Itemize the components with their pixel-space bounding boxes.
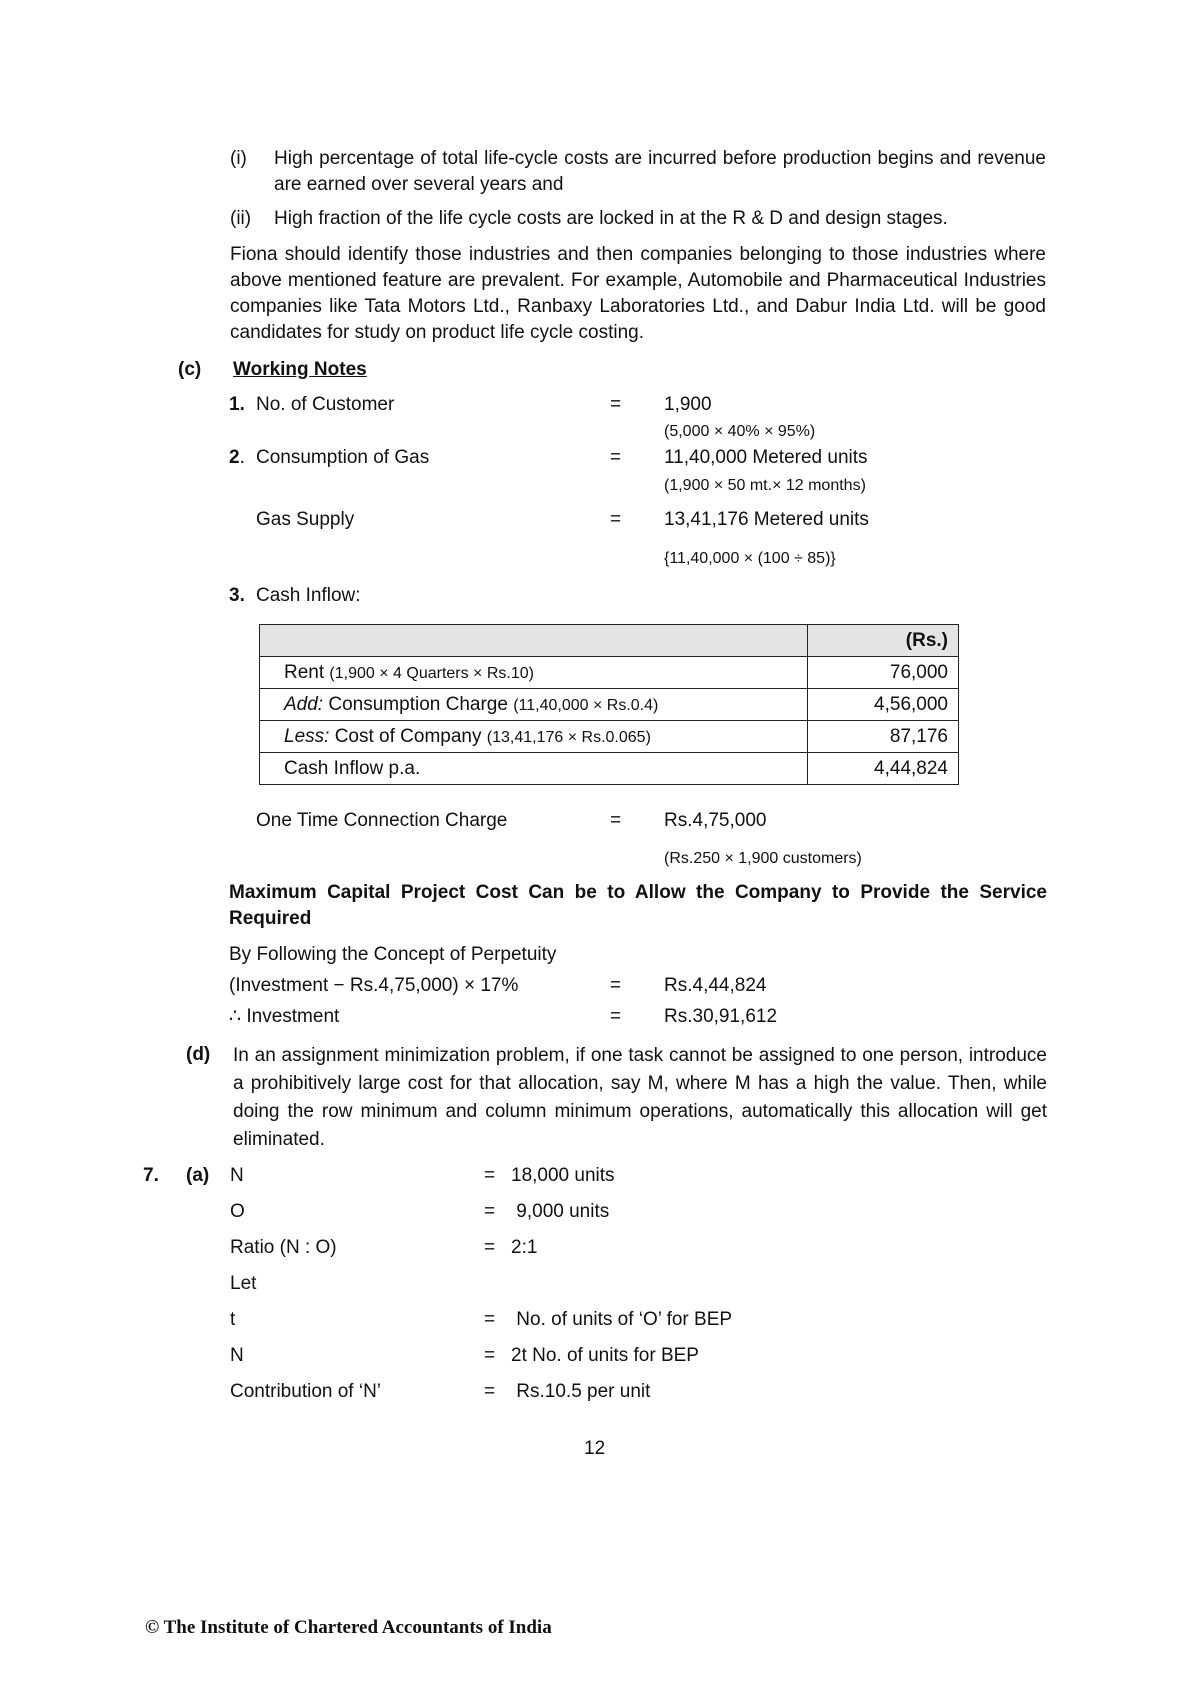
working-notes-heading: Working Notes	[233, 359, 367, 380]
investment-result-label: ∴ Investment	[229, 1006, 340, 1027]
point-i-text: High percentage of total life-cycle costs are incurred before production begins and revenue are earned over several years and	[274, 148, 1046, 195]
rent-detail: (1,900 × 4 Quarters × Rs.10)	[329, 664, 534, 682]
q7-row-value: 9,000 units	[511, 1201, 610, 1222]
investment-equation-value: Rs.4,44,824	[664, 975, 767, 996]
table-header-unit: (Rs.)	[808, 625, 959, 657]
q7-row-value: 2t No. of units for BEP	[511, 1345, 699, 1366]
cash-inflow-desc: Cash Inflow p.a.	[260, 753, 808, 785]
rent-amount: 76,000	[808, 657, 959, 689]
table-row-cash-inflow	[260, 753, 959, 785]
note2-equals: =	[610, 447, 622, 468]
footer-copyright: © The Institute of Chartered Accountants of India	[145, 1617, 552, 1638]
cost-amount: 87,176	[808, 721, 959, 753]
note3-num: 3.	[229, 585, 245, 606]
investment-result-equals: =	[610, 1006, 622, 1027]
table-row-rent	[260, 657, 959, 689]
note2-calc: (1,900 × 50 mt.× 12 months)	[664, 477, 866, 494]
q7-row-label: Contribution of ‘N’	[230, 1381, 382, 1402]
note1-equals: =	[610, 394, 622, 415]
perpetuity-line: By Following the Concept of Perpetuity	[229, 944, 557, 965]
note2-num: 2	[229, 447, 240, 468]
q7-row-label: t	[230, 1309, 236, 1330]
q7-row-value: 2:1	[511, 1237, 538, 1258]
note3-label: Cash Inflow:	[256, 585, 361, 606]
gas-supply-equals: =	[610, 509, 622, 530]
max-capital-heading: Maximum Capital Project Cost Can be to Allow the Company to Provide the Service Required	[229, 882, 1047, 929]
q7-row-equals: =	[484, 1309, 496, 1330]
q7-row-label: Let	[230, 1273, 257, 1294]
consumption-label: Consumption Charge	[328, 693, 508, 715]
cost-label: Cost of Company	[334, 725, 482, 747]
cash-inflow-table	[259, 624, 959, 785]
section-d-text: In an assignment minimization problem, if one task cannot be assigned to one person, introduce a prohibitively large cost for that allocation, say M, where M has a high the value. Then, while doing the row minimum and column minimum operations, automatically this allocation will get eliminated.	[233, 1045, 1047, 1150]
consumption-prefix: Add:	[284, 693, 324, 715]
connection-value: Rs.4,75,000	[664, 810, 767, 831]
point-i-label: (i)	[230, 148, 247, 169]
connection-label: One Time Connection Charge	[256, 810, 508, 831]
rent-desc	[260, 657, 808, 689]
note1-calc: (5,000 × 40% × 95%)	[664, 423, 816, 440]
connection-calc: (Rs.250 × 1,900 customers)	[664, 850, 862, 867]
cash-inflow-amount: 4,44,824	[808, 753, 959, 785]
note2-label: Consumption of Gas	[256, 447, 430, 468]
connection-equals: =	[610, 810, 622, 831]
note1-label: No. of Customer	[256, 394, 395, 415]
q7-row-equals: =	[484, 1345, 496, 1366]
note2-num-wrap	[229, 445, 245, 471]
gas-supply-label: Gas Supply	[256, 509, 355, 530]
fiona-paragraph: Fiona should identify those industries and then companies belonging to those industries where above mentioned feature are prevalent. For example, Automobile and Pharmaceutical Industries companies like Tata Motors Ltd., Ranbaxy Laboratories Ltd., and Dabur India Ltd. will be good candidates for study on product life cycle costing.	[230, 244, 1046, 343]
point-ii-text: High fraction of the life cycle costs are locked in at the R & D and design stages.	[274, 208, 948, 229]
q7-row-value: Rs.10.5 per unit	[511, 1381, 651, 1402]
consumption-amount: 4,56,000	[808, 689, 959, 721]
q7-row-label: O	[230, 1201, 245, 1222]
page-number: 12	[584, 1438, 606, 1459]
consumption-detail: (11,40,000 × Rs.0.4)	[513, 696, 659, 714]
table-row-cost	[260, 721, 959, 753]
q7-row-equals: =	[484, 1381, 496, 1402]
rent-label: Rent	[284, 661, 325, 683]
note1-value: 1,900	[664, 394, 712, 415]
table-header-row	[260, 625, 959, 657]
investment-result-value: Rs.30,91,612	[664, 1006, 778, 1027]
cost-prefix: Less:	[284, 725, 330, 747]
q7-row-value: No. of units of ‘O’ for BEP	[511, 1309, 733, 1330]
investment-equation-equals: =	[610, 975, 622, 996]
question-7-num: 7.	[143, 1165, 159, 1186]
q7-row-equals: =	[484, 1165, 496, 1186]
note2-value: 11,40,000 Metered units	[664, 447, 868, 468]
note2-dot: .	[239, 447, 245, 468]
cost-detail: (13,41,176 × Rs.0.065)	[486, 728, 651, 746]
q7-row-label: N	[230, 1165, 244, 1186]
gas-supply-calc: {11,40,000 × (100 ÷ 85)}	[664, 550, 836, 567]
gas-supply-value: 13,41,176 Metered units	[664, 509, 869, 530]
consumption-desc	[260, 689, 808, 721]
section-c-label: (c)	[178, 359, 202, 380]
table-header-blank	[260, 625, 808, 657]
q7-row-equals: =	[484, 1201, 496, 1222]
q7-row-value: 18,000 units	[511, 1165, 615, 1186]
cost-desc	[260, 721, 808, 753]
q7-row-label: N	[230, 1345, 244, 1366]
investment-equation-label: (Investment − Rs.4,75,000) × 17%	[229, 975, 519, 996]
q7-row-label: Ratio (N : O)	[230, 1237, 337, 1258]
note1-num: 1.	[229, 394, 245, 415]
point-ii-label: (ii)	[230, 208, 252, 229]
section-d-label: (d)	[186, 1044, 211, 1065]
table-row-consumption	[260, 689, 959, 721]
q7-row-equals: =	[484, 1237, 496, 1258]
question-7-part: (a)	[186, 1165, 210, 1186]
